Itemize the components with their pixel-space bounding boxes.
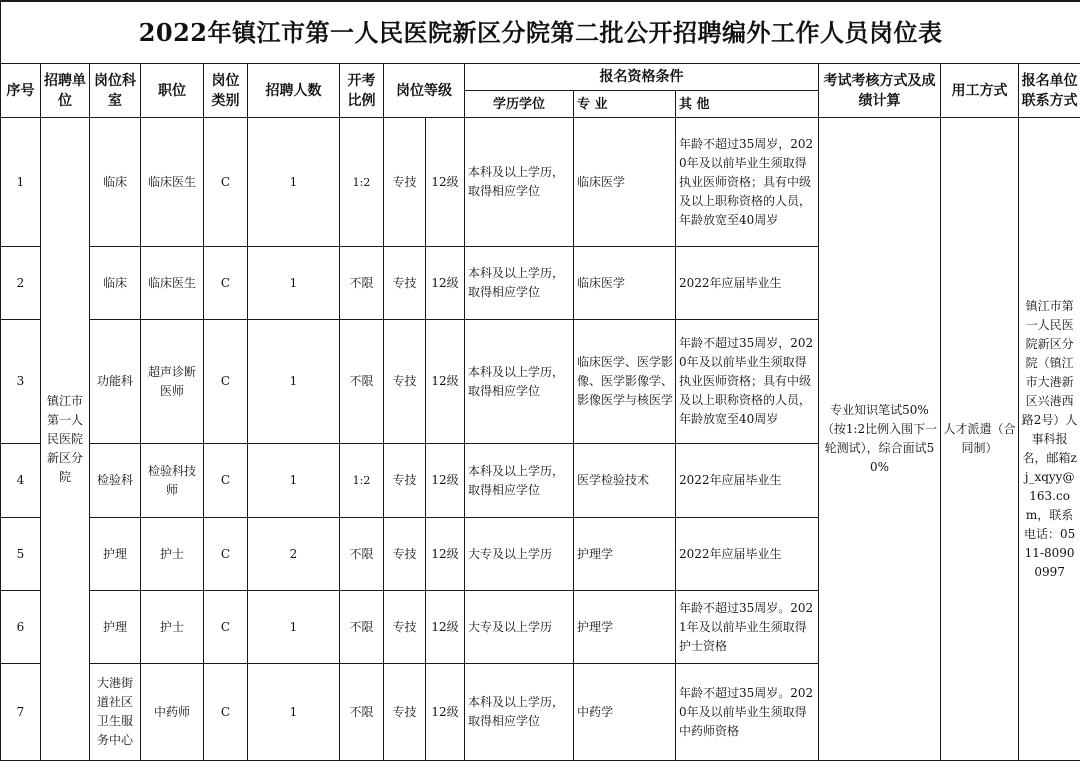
- cell-category: C: [204, 518, 248, 591]
- cell-grade-type: 专技: [384, 664, 426, 761]
- cell-position: 临床医生: [141, 118, 204, 247]
- header-seq: 序号: [1, 64, 41, 118]
- cell-count: 1: [248, 247, 340, 320]
- header-position: 职位: [141, 64, 204, 118]
- cell-dept: 大港街道社区卫生服务中心: [90, 664, 141, 761]
- cell-ratio: 不限: [340, 247, 384, 320]
- header-requirements: 报名资格条件: [465, 64, 819, 91]
- cell-other: 年龄不超过35周岁，2020年及以前毕业生须取得执业医师资格；具有中级及以上职称资格的人员，年龄放宽至40周岁: [676, 320, 819, 444]
- cell-other: 2022年应届毕业生: [676, 518, 819, 591]
- cell-position: 临床医生: [141, 247, 204, 320]
- cell-position: 超声诊断医师: [141, 320, 204, 444]
- cell-dept: 检验科: [90, 444, 141, 518]
- cell-position: 中药师: [141, 664, 204, 761]
- cell-count: 1: [248, 320, 340, 444]
- cell-major: 临床医学、医学影像、医学影像学、影像医学与核医学: [574, 320, 676, 444]
- cell-major: 临床医学: [574, 247, 676, 320]
- cell-major: 临床医学: [574, 118, 676, 247]
- cell-other: 年龄不超过35周岁。2020年及以前毕业生须取得中药师资格: [676, 664, 819, 761]
- header-count: 招聘人数: [248, 64, 340, 118]
- cell-education: 本科及以上学历，取得相应学位: [465, 664, 574, 761]
- cell-dept: 护理: [90, 518, 141, 591]
- header-dept: 岗位科室: [90, 64, 141, 118]
- header-grade: 岗位等级: [384, 64, 465, 118]
- header-ratio: 开考比例: [340, 64, 384, 118]
- cell-count: 2: [248, 518, 340, 591]
- cell-employment: 人才派遣（合同制）: [941, 118, 1019, 761]
- cell-category: C: [204, 591, 248, 664]
- cell-position: 检验科技师: [141, 444, 204, 518]
- cell-count: 1: [248, 444, 340, 518]
- page-title: 2022年镇江市第一人民医院新区分院第二批公开招聘编外工作人员岗位表: [1, 1, 1080, 64]
- cell-education: 本科及以上学历，取得相应学位: [465, 247, 574, 320]
- cell-education: 本科及以上学历，取得相应学位: [465, 444, 574, 518]
- table-row: [1, 118, 1080, 247]
- header-employment: 用工方式: [941, 64, 1019, 118]
- cell-seq: 7: [1, 664, 41, 761]
- cell-ratio: 1:2: [340, 444, 384, 518]
- cell-ratio: 1:2: [340, 118, 384, 247]
- cell-ratio: 不限: [340, 591, 384, 664]
- cell-major: 护理学: [574, 518, 676, 591]
- cell-category: C: [204, 118, 248, 247]
- cell-grade-level: 12级: [426, 591, 465, 664]
- cell-count: 1: [248, 118, 340, 247]
- cell-position: 护士: [141, 518, 204, 591]
- header-other: 其 他: [676, 91, 819, 118]
- cell-unit: 镇江市第一人民医院新区分院: [41, 118, 90, 761]
- cell-dept: 临床: [90, 118, 141, 247]
- cell-seq: 5: [1, 518, 41, 591]
- cell-major: 中药学: [574, 664, 676, 761]
- cell-dept: 临床: [90, 247, 141, 320]
- cell-exam: 专业知识笔试50%（按1:2比例入围下一轮测试），综合面试50%: [819, 118, 941, 761]
- cell-grade-type: 专技: [384, 444, 426, 518]
- header-major: 专 业: [574, 91, 676, 118]
- cell-count: 1: [248, 664, 340, 761]
- cell-education: 大专及以上学历: [465, 591, 574, 664]
- cell-major: 医学检验技术: [574, 444, 676, 518]
- cell-other: 年龄不超过35周岁，2020年及以前毕业生须取得执业医师资格；具有中级及以上职称资格的人员，年龄放宽至40周岁: [676, 118, 819, 247]
- cell-contact: 镇江市第一人民医院新区分院（镇江市大港新区兴港西路2号）人事科报名，邮箱zj_xqyy@163.com，联系电话：0511-80900997: [1019, 118, 1080, 761]
- cell-grade-type: 专技: [384, 591, 426, 664]
- cell-dept: 护理: [90, 591, 141, 664]
- cell-ratio: 不限: [340, 518, 384, 591]
- cell-ratio: 不限: [340, 320, 384, 444]
- cell-grade-level: 12级: [426, 118, 465, 247]
- cell-seq: 6: [1, 591, 41, 664]
- cell-seq: 1: [1, 118, 41, 247]
- cell-grade-level: 12级: [426, 664, 465, 761]
- cell-grade-level: 12级: [426, 444, 465, 518]
- cell-education: 大专及以上学历: [465, 518, 574, 591]
- cell-grade-level: 12级: [426, 518, 465, 591]
- cell-dept: 功能科: [90, 320, 141, 444]
- cell-seq: 3: [1, 320, 41, 444]
- cell-ratio: 不限: [340, 664, 384, 761]
- cell-category: C: [204, 247, 248, 320]
- cell-other: 年龄不超过35周岁。2021年及以前毕业生须取得护士资格: [676, 591, 819, 664]
- header-exam: 考试考核方式及成绩计算: [819, 64, 941, 118]
- cell-grade-type: 专技: [384, 518, 426, 591]
- header-contact: 报名单位联系方式: [1019, 64, 1080, 118]
- header-row: [1, 64, 1080, 91]
- cell-count: 1: [248, 591, 340, 664]
- cell-other: 2022年应届毕业生: [676, 444, 819, 518]
- cell-seq: 4: [1, 444, 41, 518]
- cell-education: 本科及以上学历，取得相应学位: [465, 320, 574, 444]
- cell-grade-type: 专技: [384, 118, 426, 247]
- cell-category: C: [204, 664, 248, 761]
- cell-grade-level: 12级: [426, 320, 465, 444]
- cell-position: 护士: [141, 591, 204, 664]
- cell-other: 2022年应届毕业生: [676, 247, 819, 320]
- cell-grade-type: 专技: [384, 320, 426, 444]
- cell-major: 护理学: [574, 591, 676, 664]
- cell-grade-level: 12级: [426, 247, 465, 320]
- cell-grade-type: 专技: [384, 247, 426, 320]
- header-category: 岗位类别: [204, 64, 248, 118]
- cell-category: C: [204, 444, 248, 518]
- header-education: 学历学位: [465, 91, 574, 118]
- cell-education: 本科及以上学历，取得相应学位: [465, 118, 574, 247]
- header-unit: 招聘单位: [41, 64, 90, 118]
- cell-seq: 2: [1, 247, 41, 320]
- cell-category: C: [204, 320, 248, 444]
